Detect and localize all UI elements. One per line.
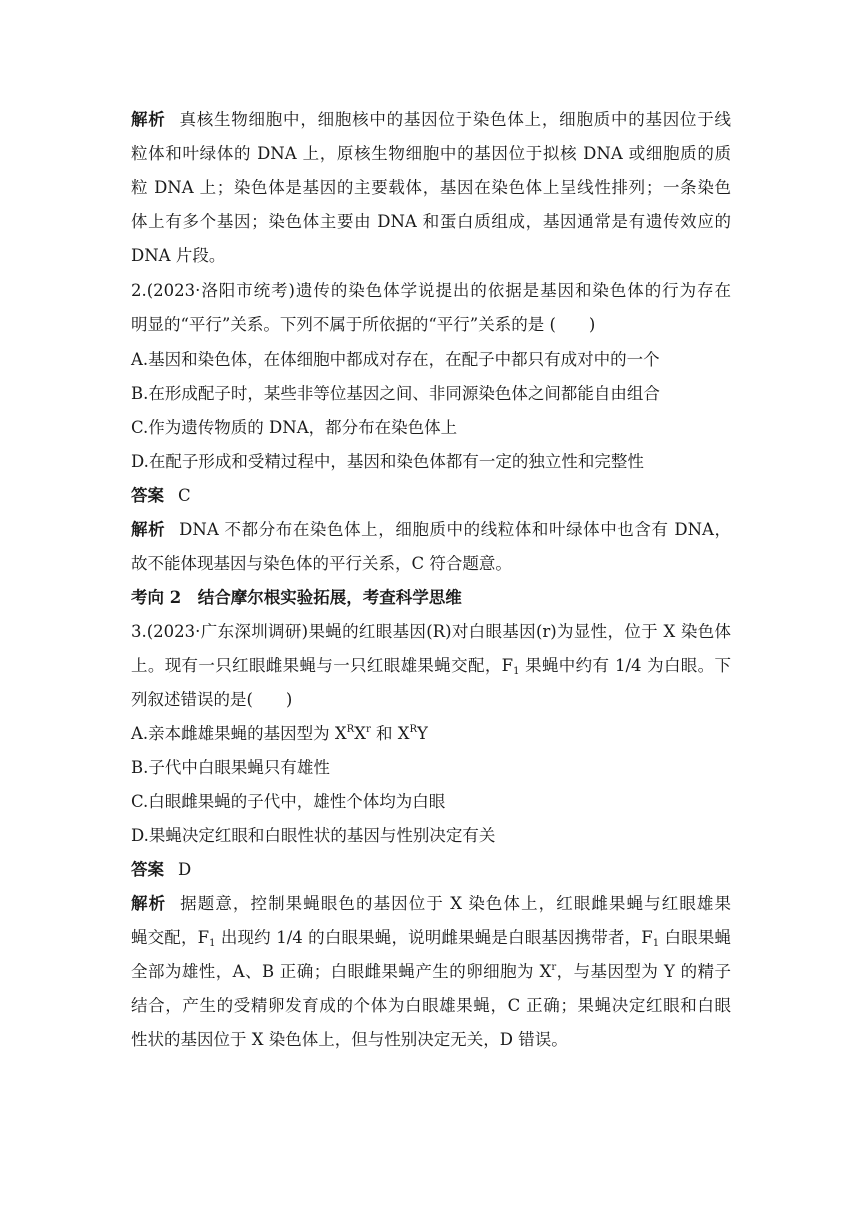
answer-label: 答案 (131, 860, 164, 879)
analysis-line: 故不能体现基因与染色体的平行关系，C 符合题意。 (131, 554, 512, 573)
analysis-line: 性状的基因位于 X 染色体上，但与性别决定无关，D 错误。 (131, 1030, 568, 1049)
question-stem: 2.(2023·洛阳市统考)遗传的染色体学说提出的依据是基因和染色体的行为存在 (131, 281, 731, 300)
analysis-line: DNA 片段。 (131, 246, 226, 265)
answer-value: C (178, 486, 191, 505)
analysis-text: DNA 不都分布在染色体上，细胞质中的线粒体和叶绿体中也含有 DNA， (179, 520, 732, 539)
option-a: A.基因和染色体，在体细胞中都成对存在，在配子中都只有成对中的一个 (131, 350, 660, 369)
analysis-text: 据题意，控制果蝇眼色的基因位于 X 染色体上，红眼雌果蝇与红眼雄果 (180, 894, 731, 913)
question-stem: 3.(2023·广东深圳调研)果蝇的红眼基因(R)对白眼基因(r)为显性，位于 X 染色体 (131, 622, 731, 641)
option-c: C.白眼雌果蝇的子代中，雄性个体均为白眼 (131, 792, 446, 811)
answer-value: D (178, 860, 192, 879)
analysis-line: 蝇交配，$F_1$ 出现约 1/4 的白眼果蝇，说明雌果蝇是白眼基因携带者，$F_1$ 白眼果蝇 (131, 928, 731, 949)
option-d: D.在配子形成和受精过程中，基因和染色体都有一定的独立性和完整性 (131, 452, 644, 471)
option-b: B.在形成配子时，某些非等位基因之间、非同源染色体之间都能自由组合 (131, 384, 660, 403)
analysis-line: 全部为雄性，A、B 正确；白眼雌果蝇产生的卵细胞为 $X^r$，与基因型为 Y 的精子 (131, 962, 731, 981)
analysis-label: 解析 (131, 520, 166, 539)
section-title: 考向 2 结合摩尔根实验拓展，考查科学思维 (131, 588, 462, 607)
answer-line (131, 859, 731, 881)
analysis-line (131, 109, 731, 131)
option-d: D.果蝇决定红眼和白眼性状的基因与性别决定有关 (131, 826, 496, 845)
analysis-label: 解析 (131, 894, 167, 913)
question-stem: 明显的“平行”关系。下列不属于所依据的“平行”关系的是 ( ) (131, 315, 596, 334)
option-b: B.子代中白眼果蝇只有雄性 (131, 758, 330, 777)
answer-label: 答案 (131, 486, 164, 505)
analysis-line: 结合，产生的受精卵发育成的个体为白眼雄果蝇，C 正确；果蝇决定红眼和白眼 (131, 996, 731, 1015)
option-a: A.亲本雌雄果蝇的基因型为 $X^RX^r$ 和 $X^RY$ (131, 724, 428, 743)
option-c: C.作为遗传物质的 DNA，都分布在染色体上 (131, 418, 458, 437)
analysis-line: 粒体和叶绿体的 DNA 上，原核生物细胞中的基因位于拟核 DNA 或细胞质的质 (131, 144, 731, 163)
analysis-line (131, 519, 731, 541)
analysis-label: 解析 (131, 110, 166, 129)
question-stem: 列叙述错误的是( ) (131, 690, 293, 709)
question-stem: 上。现有一只红眼雌果蝇与一只红眼雄果蝇交配，$F_1$ 果蝇中约有 1/4 为白眼。下 (131, 656, 731, 677)
answer-line (131, 485, 731, 507)
analysis-text: 真核生物细胞中，细胞核中的基因位于染色体上，细胞质中的基因位于线 (179, 110, 732, 129)
analysis-line (131, 893, 731, 915)
analysis-line: 体上有多个基因；染色体主要由 DNA 和蛋白质组成，基因通常是有遗传效应的 (131, 212, 731, 231)
analysis-line: 粒 DNA 上；染色体是基因的主要载体，基因在染色体上呈线性排列；一条染色 (131, 178, 731, 197)
